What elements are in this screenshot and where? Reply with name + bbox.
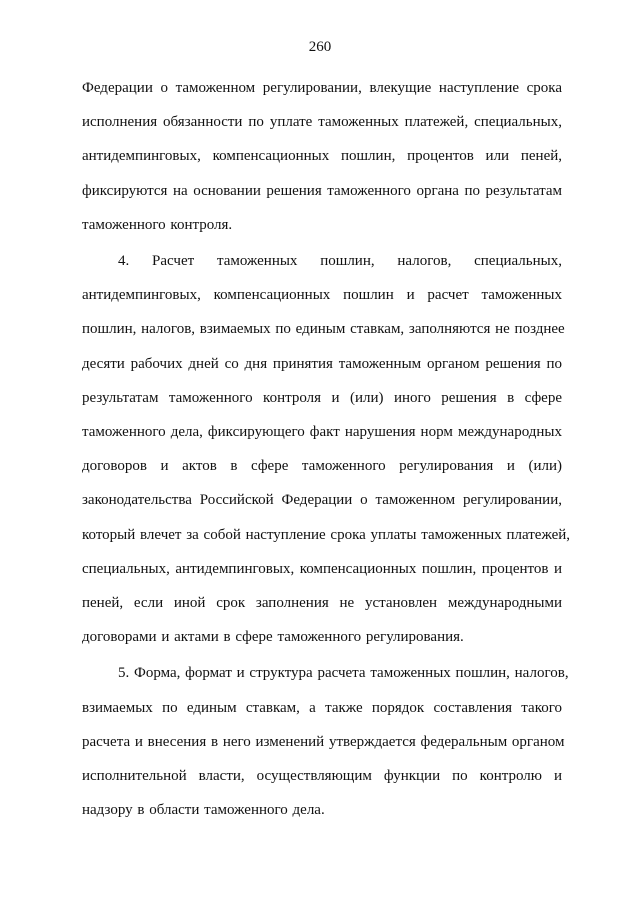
text-line: надзору в области таможенного дела. — [82, 802, 325, 819]
paragraph-item-5 — [82, 656, 569, 827]
text-line: исполнения обязанности по уплате таможенных платежей, специальных, — [82, 114, 562, 131]
text-line: Федерации о таможенном регулировании, влекущие наступление срока — [82, 80, 562, 96]
text-line: расчета и внесения в него изменений утверждается федеральным органом — [82, 733, 565, 750]
text-line: который влечет за собой наступление срока уплаты таможенных платежей, — [82, 526, 571, 543]
document-body — [82, 71, 571, 829]
text-line: договоров и актов в сфере таможенного регулирования и (или) — [82, 458, 562, 475]
text-line: пеней, если иной срок заполнения не установлен международными — [82, 595, 562, 612]
text-line: специальных, антидемпинговых, компенсационных пошлин, процентов и — [82, 560, 562, 577]
text-line: десяти рабочих дней со дня принятия таможенным органом решения по — [82, 355, 562, 372]
text-line: антидемпинговых, компенсационных пошлин, процентов или пеней, — [82, 148, 562, 165]
text-line: 4. Расчет таможенных пошлин, налогов, специальных, — [118, 253, 562, 270]
text-line: фиксируются на основании решения таможенного органа по результатам — [82, 182, 562, 199]
text-line: 5. Форма, формат и структура расчета таможенных пошлин, налогов, — [118, 665, 569, 682]
text-line: законодательства Российской Федерации о таможенном регулировании, — [82, 492, 562, 509]
text-line: договорами и актами в сфере таможенного регулирования. — [82, 629, 464, 646]
text-line: взимаемых по единым ставкам, а также порядок составления такого — [82, 699, 562, 716]
page-number: 260 — [308, 39, 332, 55]
text-line: исполнительной власти, осуществляющим функции по контролю и — [82, 768, 562, 785]
text-line: пошлин, налогов, взимаемых по единым ставкам, заполняются не позднее — [82, 321, 565, 338]
text-line: результатам таможенного контроля и (или) иного решения в сфере — [82, 389, 562, 406]
paragraph-continuation — [82, 71, 562, 242]
paragraph-item-4 — [82, 244, 571, 654]
text-line: антидемпинговых, компенсационных пошлин и расчет таможенных — [82, 287, 562, 304]
text-line: таможенного контроля. — [82, 216, 233, 233]
text-line: таможенного дела, фиксирующего факт нарушения норм международных — [82, 424, 562, 441]
